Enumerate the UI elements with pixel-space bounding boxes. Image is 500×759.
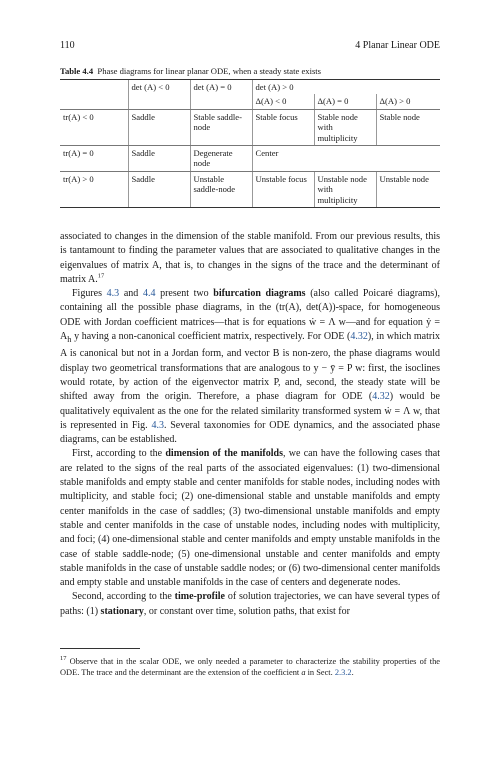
table-cell: Stable node — [376, 109, 440, 145]
row-label: tr(A) > 0 — [60, 171, 128, 207]
bold-term: time-profile — [174, 591, 225, 603]
phase-diagram-table — [60, 79, 440, 208]
table-cell: Stable saddle-node — [190, 109, 252, 145]
subheader-disc-negative: Δ(A) < 0 — [252, 94, 314, 109]
page-number: 110 — [60, 40, 75, 51]
table-cell: Unstable saddle-node — [190, 171, 252, 207]
row-label: tr(A) = 0 — [60, 146, 128, 172]
table-caption — [60, 66, 440, 77]
table-cell: Saddle — [128, 146, 190, 172]
table-cell — [314, 146, 376, 172]
table-row — [60, 146, 440, 172]
table-cell: Degenerate node — [190, 146, 252, 172]
header-det-zero: det (A) = 0 — [190, 80, 252, 95]
chapter-title: 4 Planar Linear ODE — [355, 40, 440, 51]
body-text — [60, 230, 440, 619]
paragraph: First, according to the dimension of the manifolds, we can have the following cases that are related to the signs of the real parts of the associated eigenvalues: (1) two-dimensional stable manifolds and empty stable and center manifolds for stable nodes, including nodes with multiplicity, and stable foci; (2) one-dimensional stable and unstable manifolds and empty center manifolds in the case of saddles; (3) two-dimensional unstable manifolds and empty stable and center manifolds in the case of unstable nodes, including nodes with multiplicity, and foci; (4) one-dimensional stable and center manifolds and empty unstable manifolds in the case of stable saddle-node; (5) one-dimensional unstable and center manifolds and empty stable manifolds in the case of unstable saddle nodes; or (6) two-dimensional center manifolds and empty stable and unstable manifolds in the case of centers and degenerate nodes. — [60, 448, 441, 589]
table-cell: Stable node with multiplicity — [314, 109, 376, 145]
section-link[interactable]: 2.3.2 — [334, 668, 352, 677]
table-caption-text: Phase diagrams for linear planar ODE, when a steady state exists — [97, 66, 322, 76]
footnote: $^{17}$ Observe that in the scalar ODE, we only needed a parameter to characterize the stability properties of the ODE. The trace and the determinant are the extension of the coefficient a in Sect. 2.3.2. — [60, 655, 440, 677]
table-cell: Unstable node with multiplicity — [314, 171, 376, 207]
table-row — [60, 109, 440, 145]
book-page — [60, 0, 440, 759]
equation-link[interactable]: 4.32 — [372, 391, 390, 403]
paragraph: associated to changes in the dimension of the stable manifold. From our previous results, this is tantamount to finding the parameter values that are associated to qualitative changes in the eigenvalues of matrix A, that is, to changes in the signs of the trace and the determinant of matrix A.$^{17}$ — [60, 231, 440, 285]
bold-term: dimension of the manifolds — [165, 448, 283, 460]
header-det-positive: det (A) > 0 — [252, 80, 440, 95]
table-row — [60, 171, 440, 207]
table-header-row — [60, 80, 440, 95]
table-corner-cell — [60, 80, 128, 95]
footnote-divider — [60, 648, 140, 649]
row-label: tr(A) < 0 — [60, 109, 128, 145]
subheader-disc-positive: Δ(A) > 0 — [376, 94, 440, 109]
bold-term: bifurcation diagrams — [213, 288, 306, 300]
table-cell: Saddle — [128, 109, 190, 145]
table-cell: Unstable node — [376, 171, 440, 207]
table-cell: Center — [252, 146, 314, 172]
footnote-mark: 17 — [60, 655, 67, 663]
table-cell: Unstable focus — [252, 171, 314, 207]
table-cell — [376, 146, 440, 172]
table-subheader-row — [60, 94, 440, 109]
table-cell: Stable focus — [252, 109, 314, 145]
paragraph: Figures 4.3 and 4.4 present two bifurcation diagrams (also called Poicaré diagrams), containing all the possible phase diagrams, in the (tr(A), det(A))-space, for homogeneous ODE with Jordan coefficient matrices—that is for equations ẇ = Λ w—and for equation ẏ = $A_h$ y having a non-canonical coefficient matrix, respectively. For ODE (4.32), in which matrix A is canonical but not in a Jordan form, and vector B is non-zero, the phase diagrams would display two geometrical transformations that are analogous to y − ȳ = P w: first, the isoclines would rotate, by action of the eigenvector matrix P, and, second, the steady state will be shifted away from the origin. Therefore, a phase diagram for ODE (4.32) would be qualitatively equivalent as the one for the related similarity transformed system ẇ = Λ w, that is represented in Fig. 4.3. Several taxonomies for ODE dynamics, and the associated phase diagrams, can be established. — [60, 288, 440, 446]
table-cell: Saddle — [128, 171, 190, 207]
equation-link[interactable]: 4.32 — [350, 331, 368, 343]
paragraph: Second, according to the time-profile of solution trajectories, we can have several types of paths: (1) stationary, or constant over time, solution paths, that exist for — [60, 591, 440, 617]
subheader-disc-zero: Δ(A) = 0 — [314, 94, 376, 109]
figure-link[interactable]: 4.3 — [106, 288, 120, 300]
figure-link[interactable]: 4.3 — [151, 419, 164, 431]
figure-link[interactable]: 4.4 — [142, 288, 156, 300]
bold-term: stationary — [100, 605, 144, 617]
table-label: Table 4.4 — [60, 66, 94, 76]
footnote-marker[interactable]: 17 — [97, 272, 105, 280]
header-det-negative: det (A) < 0 — [128, 80, 190, 95]
